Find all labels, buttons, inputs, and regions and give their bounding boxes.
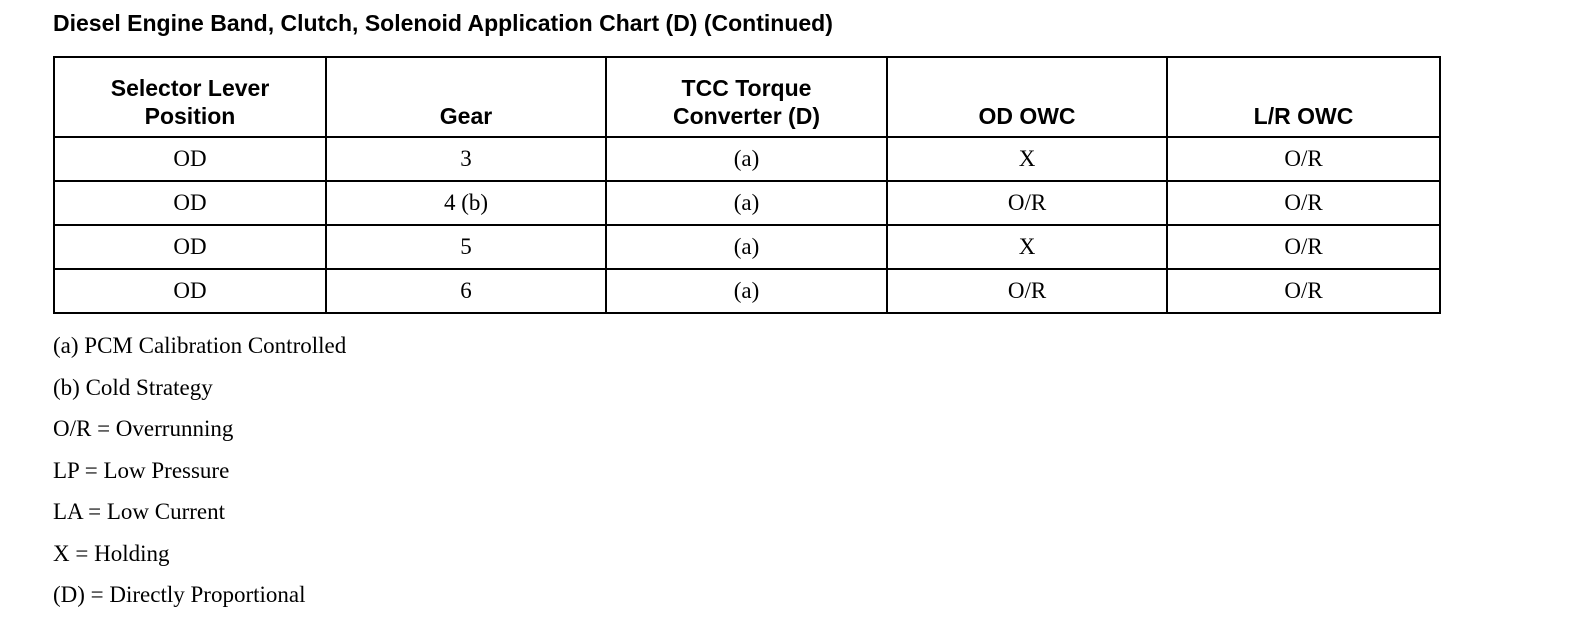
cell-lr-owc: O/R xyxy=(1167,181,1440,225)
header-selector-lever-position: Selector Lever Position xyxy=(54,57,326,137)
footnote-item: O/R = Overrunning xyxy=(53,416,234,441)
cell-od-owc: O/R xyxy=(887,269,1167,313)
table-header-row xyxy=(54,57,1440,137)
chart-title: Diesel Engine Band, Clutch, Solenoid Application Chart (D) (Continued) xyxy=(53,10,833,36)
cell-gear: 6 xyxy=(326,269,606,313)
cell-od-owc: X xyxy=(887,225,1167,269)
footnote-item: X = Holding xyxy=(53,540,170,566)
header-od-owc: OD OWC xyxy=(887,57,1167,137)
cell-selector-lever-position: OD xyxy=(54,225,326,269)
cell-selector-lever-position: OD xyxy=(54,269,326,313)
cell-tcc-torque-converter: (a) xyxy=(606,269,887,313)
table-row xyxy=(54,181,1440,225)
table-row xyxy=(54,137,1440,181)
footnote-item: (b) Cold Strategy xyxy=(53,374,213,400)
footnote-item: LA = Low Current xyxy=(53,499,226,524)
cell-lr-owc: O/R xyxy=(1167,225,1440,269)
cell-gear: 5 xyxy=(326,225,606,269)
footnote-item: (D) = Directly Proportional xyxy=(53,582,306,607)
header-gear: Gear xyxy=(326,57,606,137)
cell-tcc-torque-converter: (a) xyxy=(606,137,887,181)
table-row xyxy=(54,225,1440,269)
footnote-item: (a) PCM Calibration Controlled xyxy=(53,333,347,358)
cell-lr-owc: O/R xyxy=(1167,269,1440,313)
footnotes-legend xyxy=(53,328,346,619)
table-row xyxy=(54,269,1440,313)
application-chart-table xyxy=(53,56,1441,314)
cell-lr-owc: O/R xyxy=(1167,137,1440,181)
cell-tcc-torque-converter: (a) xyxy=(606,225,887,269)
header-tcc-torque-converter: TCC Torque Converter (D) xyxy=(606,57,887,137)
cell-od-owc: X xyxy=(887,137,1167,181)
cell-gear: 3 xyxy=(326,137,606,181)
cell-selector-lever-position: OD xyxy=(54,137,326,181)
cell-od-owc: O/R xyxy=(887,181,1167,225)
cell-selector-lever-position: OD xyxy=(54,181,326,225)
footnote-item: LP = Low Pressure xyxy=(53,457,230,483)
header-lr-owc: L/R OWC xyxy=(1167,57,1440,137)
cell-gear: 4 (b) xyxy=(326,181,606,225)
cell-tcc-torque-converter: (a) xyxy=(606,181,887,225)
